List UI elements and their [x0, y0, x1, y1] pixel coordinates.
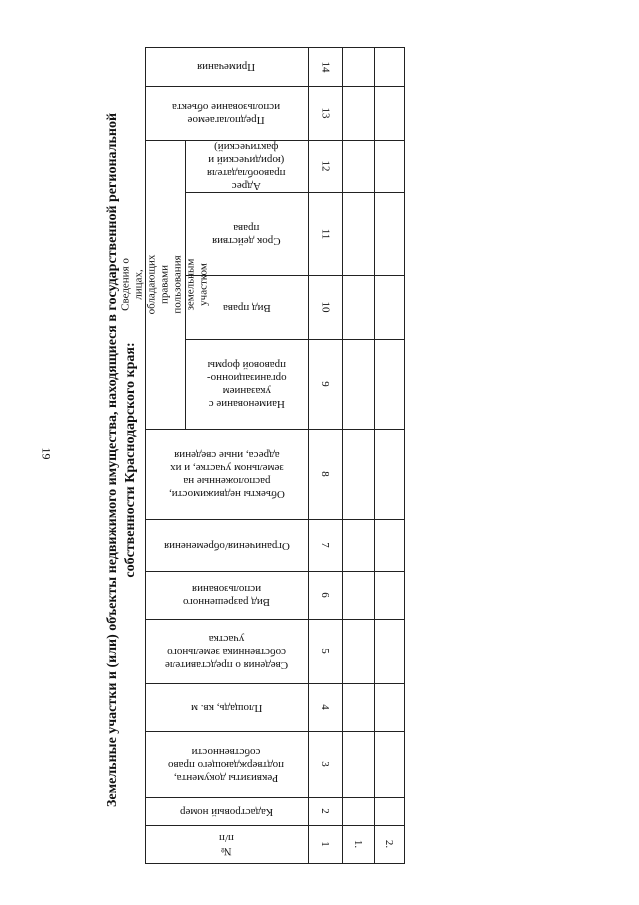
column-header-14 [145, 47, 308, 86]
column-number-5 [308, 619, 342, 683]
column-number-label: 6 [319, 592, 331, 598]
column-header-3 [145, 731, 308, 797]
column-header-8 [145, 429, 308, 519]
page-title [96, 60, 148, 860]
column-number-label: 8 [319, 471, 331, 477]
column-number-14 [308, 47, 342, 86]
column-header-label: Площадь, кв. м [190, 701, 263, 714]
column-header-label: Адрес правообладателя (юридический и фактический) [207, 141, 286, 192]
column-number-label: 7 [319, 542, 331, 548]
column-header-label: Ограничения/обременения [163, 539, 290, 552]
column-header-10 [185, 275, 308, 339]
column-header-label: Реквизиты документа, подтверждающего право собственности [168, 745, 285, 784]
column-number-6 [308, 571, 342, 619]
column-number-10 [308, 275, 342, 339]
column-header-label: № п/п [219, 832, 234, 857]
column-number-label: 13 [319, 107, 331, 119]
column-number-1 [308, 825, 342, 863]
column-header-13 [145, 86, 308, 140]
column-number-12 [308, 140, 342, 192]
column-number-4 [308, 683, 342, 731]
column-header-6 [145, 571, 308, 619]
table-row-label [342, 825, 374, 863]
column-header-label: Вид права [222, 301, 271, 314]
column-number-label: 1 [319, 841, 331, 847]
column-number-3 [308, 731, 342, 797]
column-header-label: Предполагаемое использование объекта [172, 101, 281, 126]
column-header-label: Объекты недвижимости, расположенные на земельном участке, и их адреса, иные сведения [168, 449, 285, 500]
column-header-7 [145, 519, 308, 571]
column-number-7 [308, 519, 342, 571]
column-number-label: 12 [319, 160, 331, 172]
page-number [38, 446, 54, 461]
column-header-label: Срок действия права [212, 221, 281, 247]
column-header-12 [185, 140, 308, 192]
title-line-1: Земельные участки и (или) объекты недвижимого имущества, находящиеся в государственной региональной [105, 112, 120, 808]
column-header-5 [145, 619, 308, 683]
column-header-label: Вид разрешенного использования [182, 583, 271, 608]
column-header-9 [185, 339, 308, 429]
column-header-label: Кадастровый номер [179, 805, 274, 818]
column-header-label: Примечания [197, 61, 256, 73]
column-header-label: Сведения о представителе собственника земельного участка [164, 632, 289, 671]
title-line-2: собственности Краснодарского края: [123, 342, 138, 578]
group-header-text: Сведения о лицах, обладающих правами пользования земельным участком [119, 254, 210, 315]
column-header-11 [185, 192, 308, 275]
column-number-13 [308, 86, 342, 140]
column-number-label: 3 [319, 761, 331, 767]
title-block [96, 60, 148, 860]
page-number-text: 19 [39, 447, 54, 460]
column-number-9 [308, 339, 342, 429]
column-number-label: 11 [319, 228, 331, 239]
column-number-label: 10 [319, 301, 331, 313]
column-number-label: 5 [319, 648, 331, 654]
column-header-2 [145, 797, 308, 825]
column-number-label: 9 [319, 381, 331, 387]
column-number-11 [308, 192, 342, 275]
group-header-cell [119, 140, 210, 429]
column-number-2 [308, 797, 342, 825]
column-number-label: 14 [319, 61, 331, 72]
column-number-label: 2 [319, 808, 331, 814]
row-number: 2. [383, 839, 395, 849]
column-header-1 [145, 825, 308, 863]
column-header-label: Наименование с указанием организационно- правовой формы [206, 359, 287, 410]
column-header-4 [145, 683, 308, 731]
table-row-label [374, 825, 404, 863]
row-number: 1. [352, 839, 364, 849]
column-number-8 [308, 429, 342, 519]
column-number-label: 4 [319, 704, 331, 710]
